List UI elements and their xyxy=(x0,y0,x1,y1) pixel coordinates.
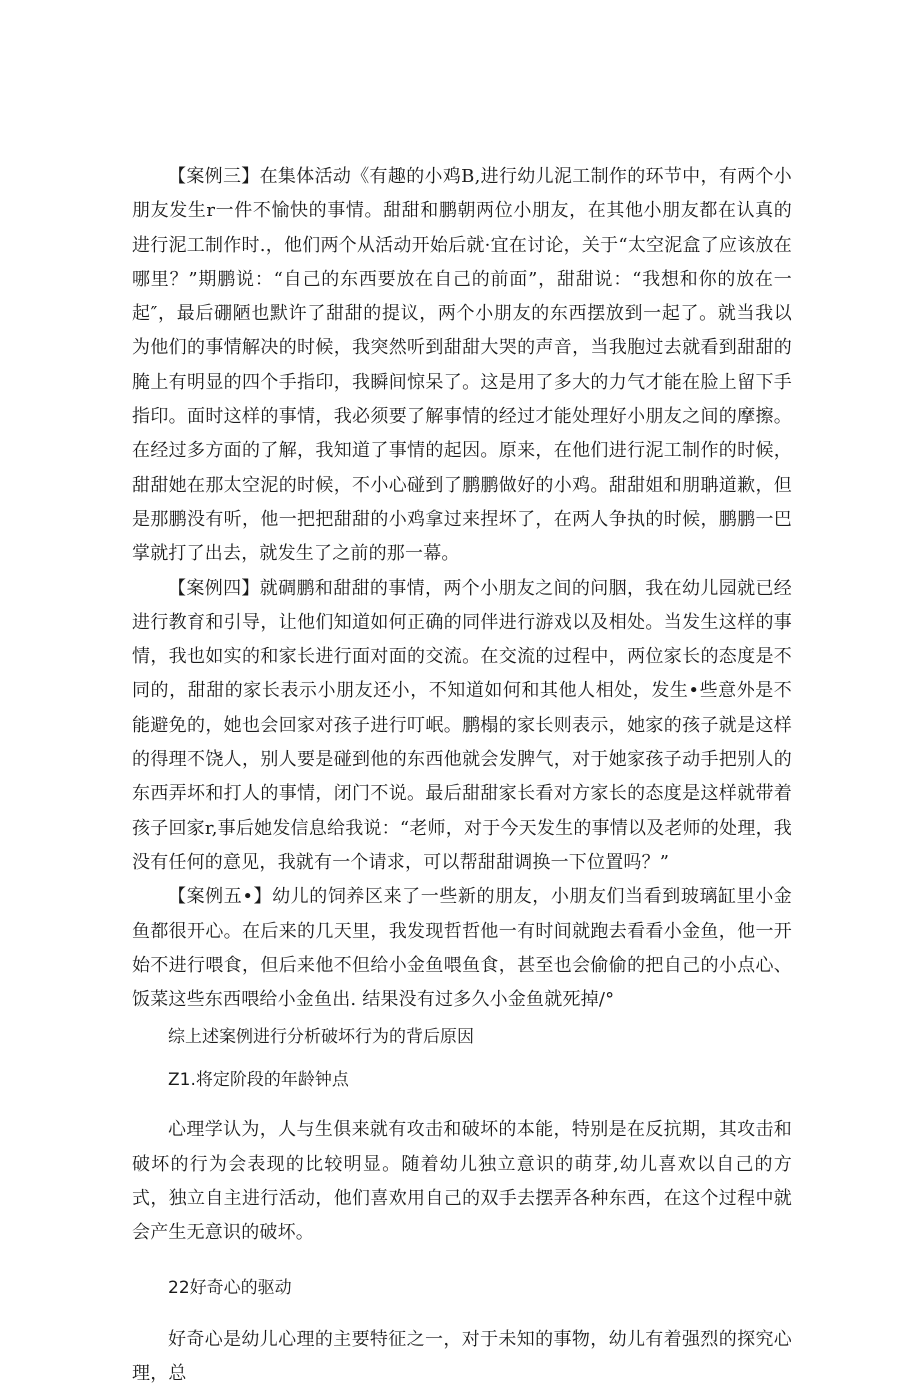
section-heading-1: Z1.将定阶段的年龄钟点 xyxy=(168,1070,349,1091)
case3-paragraph: 【案例三】在集体活动《有趣的小鸡B,进行幼儿泥工制作的环节中，有两个小朋友发生r一件不愉快的事情。甜甜和鹏朝两位小朋友，在其他小朋友都在认真的进行泥工制作时.，他们两个从活动开始后就·宜在讨论，关于“太空泥盒了应该放在哪里？”期鹏说：“自己的东西要放在自己的前面”，甜甜说：“我想和你的放在一起″，最后硼陋也默许了甜甜的提议，两个小朋友的东西摆放到一起了。就当我以为他们的事情解决的时候，我突然听到甜甜大哭的声音，当我胞过去就看到甜甜的腌上有明显的四个手指印，我瞬间惊呆了。这是用了多大的力气才能在脸上留下手指印。面时这样的事情，我必须要了解事情的经过才能处理好小朋友之间的摩擦。在经过多方面的了解，我知道了事情的起因。原来，在他们进行泥工制作的时候，甜甜她在那太空泥的时候，不小心碰到了鹏鹏做好的小鸡。甜甜姐和朋聃道歉，但是那鹏没有听，他一把把甜甜的小鸡拿过来捏坏了，在两人争执的时候，鹏鹏一巴掌就打了出去，就发生了之前的那一幕。 xyxy=(132,166,792,565)
document-page xyxy=(132,160,792,1391)
section1-paragraph: 心理学认为，人与生俱来就有攻击和破坏的本能，特别是在反抗期，其攻击和破坏的行为会表现的比较明显。随着幼儿独立意识的萌芽,幼儿喜欢以自己的方式，独立自主进行活动，他们喜欢用自己的双手去摆弄各种东西，在这个过程中就会产生无意识的破坏。 xyxy=(132,1119,792,1244)
case4-paragraph: 【案例四】就碉鹏和甜甜的事情，两个小朋友之间的问胭，我在幼儿园就已经进行教育和引导，让他们知道如何正确的同伴进行游戏以及相处。当发生这样的事情，我也如实的和家长进行面对面的交流。在交流的过程中，两位家长的态度是不同的，甜甜的家长表示小朋友还小，不知道如何和其他人相处，发生•些意外是不能避免的，她也会回家对孩子进行叮岷。鹏榻的家长则表示，她家的孩子就是这样的得理不饶人，别人要是碰到他的东西他就会发脾气，对于她家孩子动手把别人的东西弄坏和打人的事情，闭门不说。最后甜甜家长看对方家长的态度是这样就带着孩子回家r,事后她发信息给我说：“老师，对于今天发生的事情以及老师的处理，我没有任何的意见，我就有一个请求，可以帮甜甜调换一下位置吗？” xyxy=(132,577,792,873)
section2-paragraph: 好奇心是幼儿心理的主要特征之一，对于未知的事物，幼儿有着强烈的探究心理，总 xyxy=(132,1328,792,1384)
summary-line: 综上述案例进行分析破坏行为的背后原因 xyxy=(168,1027,474,1048)
case5-paragraph: 【案例五•】幼儿的饲养区来了一些新的朋友，小朋友们当看到玻璃缸里小金鱼都很开心。在后来的几天里，我发现哲哲他一有时间就跑去看看小金鱼，他一开始不进行喂食，但后来他不但给小金鱼喂鱼食，甚至也会偷偷的把自己的小点心、饭菜这些东西喂给小金鱼出. 结果没有过多久小金鱼就死掉/° xyxy=(132,886,792,1011)
section-heading-2: 22好奇心的驱动 xyxy=(168,1277,292,1298)
